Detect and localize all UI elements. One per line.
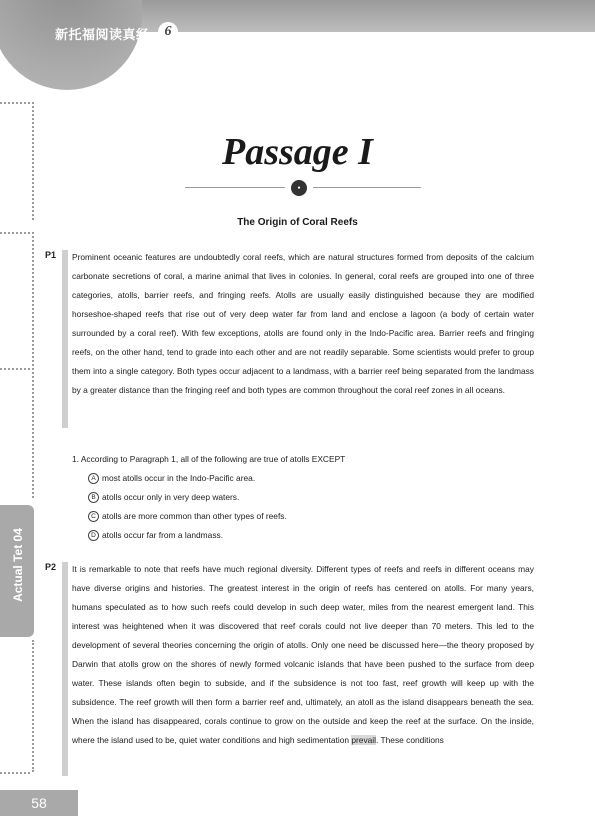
- paragraph-marker: P2: [45, 562, 57, 572]
- margin-dotted-line: [0, 232, 30, 234]
- title-divider: [185, 187, 285, 188]
- title-ornament-icon: ●: [291, 180, 307, 196]
- side-tab-label: Actual Tet 04: [11, 528, 25, 602]
- passage-title: Passage I: [222, 131, 373, 173]
- margin-dotted-line: [0, 368, 30, 370]
- book-number-badge: 6: [158, 22, 178, 42]
- option-d-text: atolls occur far from a landmass.: [102, 530, 224, 540]
- passage-subtitle: The Origin of Coral Reefs: [237, 217, 358, 228]
- option-b-letter: B: [88, 492, 99, 503]
- paragraph-bar: [62, 562, 68, 776]
- page-number: 58: [0, 790, 78, 816]
- option-a-letter: A: [88, 473, 99, 484]
- option-d[interactable]: [72, 526, 532, 545]
- paragraph-marker: P1: [45, 250, 57, 260]
- margin-dotted-line: [32, 368, 34, 498]
- option-a-text: most atolls occur in the Indo-Pacific area.: [102, 473, 256, 483]
- paragraph-1-text: Prominent oceanic features are undoubtedly coral reefs, which are natural structures formed from deposits of the calcium carbonate secretions of coral, a marine animal that lives in colonies. In general, coral reefs are grouped into one of three categories, atolls, barrier reefs, and fringing reefs. Atolls are usually easily distinguished because they are modified horseshoe-shaped reefs that rise out of very deep water far from land and enclose a lagoon (a body of certain water surrounded by a coral reef). With few exceptions, atolls are found only in the Indo-Pacific area. Barrier reefs and fringing reefs, on the other hand, tend to grade into each other and are not readily separable. Some scientists would prefer to group them into a single category. Both types occur adjacent to a landmass, with a barrier reef being separated from the landmass by a greater distance than the fringing reef and both types are common throughout the coral reef zones in all oceans.: [72, 252, 534, 395]
- paragraph-2-text-start: It is remarkable to note that reefs have much regional diversity. Different types of reefs and reefs in different oceans may have diverse origins and histories. The greatest interest in the origin of reefs has centered on atolls. For many years, humans speculated as to how such reefs could develop in such deep water, miles from the nearest emergent land. This interest was heightened when it was discovered that reef corals could not live deeper than 70 meters. This led to the development of several theories concerning the origin of atolls. Only one need be discussed here—the theory proposed by Darwin that atolls grow on the shores of newly formed volcanic islands that have been pushed to the surface from deep water. These islands often begin to subside, and if the subsidence is not too fast, reef growth will keep up with the subsidence. The reef growth will then form a barrier reef and, ultimately, an atoll as the island disappears beneath the sea. When the island has disappeared, corals continue to grow on the outside and keep the reef at the surface. On the inside, where the island used to be, quiet water conditions and high sedimentation: [72, 564, 534, 745]
- option-c[interactable]: [72, 507, 532, 526]
- option-b-text: atolls occur only in very deep waters.: [102, 492, 240, 502]
- paragraph-2-text-end: . These conditions: [376, 735, 444, 745]
- question-block: [72, 450, 532, 545]
- title-divider: [313, 187, 421, 188]
- option-c-letter: C: [88, 511, 99, 522]
- header-decoration: [0, 0, 142, 90]
- margin-dotted-line: [32, 640, 34, 772]
- margin-dotted-line: [0, 102, 30, 104]
- highlighted-word[interactable]: prevail: [351, 735, 377, 745]
- option-c-text: atolls are more common than other types of reefs.: [102, 511, 287, 521]
- paragraph-2-text: [72, 560, 534, 786]
- paragraph-bar: [62, 250, 68, 428]
- margin-dotted-line: [32, 232, 34, 370]
- option-b[interactable]: [72, 488, 532, 507]
- margin-dotted-line: [0, 772, 30, 774]
- book-title: 新托福阅读真经: [55, 27, 150, 42]
- question-stem: 1. According to Paragraph 1, all of the following are true of atolls EXCEPT: [72, 454, 346, 464]
- option-a[interactable]: [72, 469, 532, 488]
- option-d-letter: D: [88, 530, 99, 541]
